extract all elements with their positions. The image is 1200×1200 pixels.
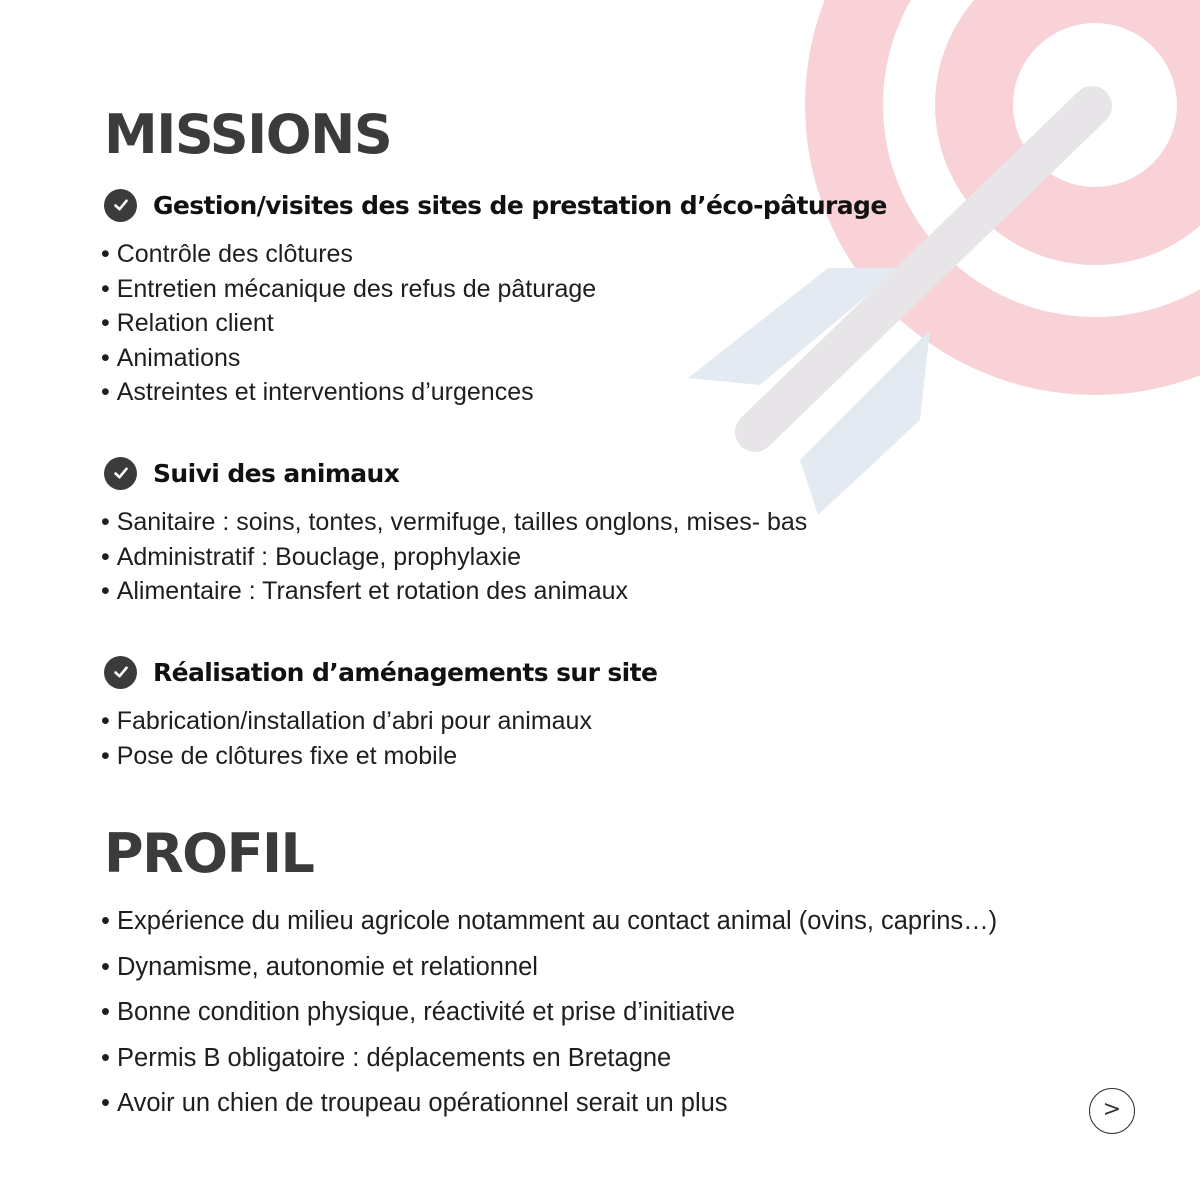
list-item: • Sanitaire : soins, tontes, vermifuge, tailles onglons, mises- bas (101, 505, 807, 540)
list-item: • Relation client (101, 306, 596, 341)
list-item: • Entretien mécanique des refus de pâturage (101, 272, 596, 307)
list-item: • Pose de clôtures fixe et mobile (101, 739, 592, 774)
suivi-list (101, 505, 807, 609)
list-item: • Bonne condition physique, réactivité et prise d’initiative (101, 990, 997, 1036)
section-heading-label: Réalisation d’aménagements sur site (153, 657, 658, 687)
list-item: • Fabrication/installation d’abri pour animaux (101, 704, 592, 739)
section-heading-realisation (104, 655, 657, 689)
list-item: • Animations (101, 341, 596, 376)
list-item: • Administratif : Bouclage, prophylaxie (101, 540, 807, 575)
list-item: • Alimentaire : Transfert et rotation des animaux (101, 574, 807, 609)
list-item: • Permis B obligatoire : déplacements en Bretagne (101, 1036, 997, 1082)
section-heading-suivi (104, 456, 399, 490)
check-circle-icon (104, 656, 137, 689)
check-circle-icon (104, 457, 137, 490)
gestion-list (101, 237, 596, 410)
list-item: • Avoir un chien de troupeau opérationnel serait un plus (101, 1081, 997, 1127)
section-heading-label: Suivi des animaux (153, 458, 400, 488)
chevron-right-icon: > (1102, 1097, 1122, 1122)
profil-list (101, 899, 997, 1127)
section-heading-gestion (104, 188, 887, 222)
list-item: • Contrôle des clôtures (101, 237, 596, 272)
realisation-list (101, 704, 592, 773)
list-item: • Astreintes et interventions d’urgences (101, 375, 596, 410)
check-circle-icon (104, 189, 137, 222)
section-heading-label: Gestion/visites des sites de prestation d’éco-pâturage (153, 190, 887, 220)
profil-title: PROFIL (104, 822, 314, 885)
list-item: • Expérience du milieu agricole notamment au contact animal (ovins, caprins…) (101, 899, 997, 945)
missions-title: MISSIONS (104, 103, 392, 166)
next-button[interactable] (1089, 1088, 1135, 1134)
list-item: • Dynamisme, autonomie et relationnel (101, 945, 997, 991)
